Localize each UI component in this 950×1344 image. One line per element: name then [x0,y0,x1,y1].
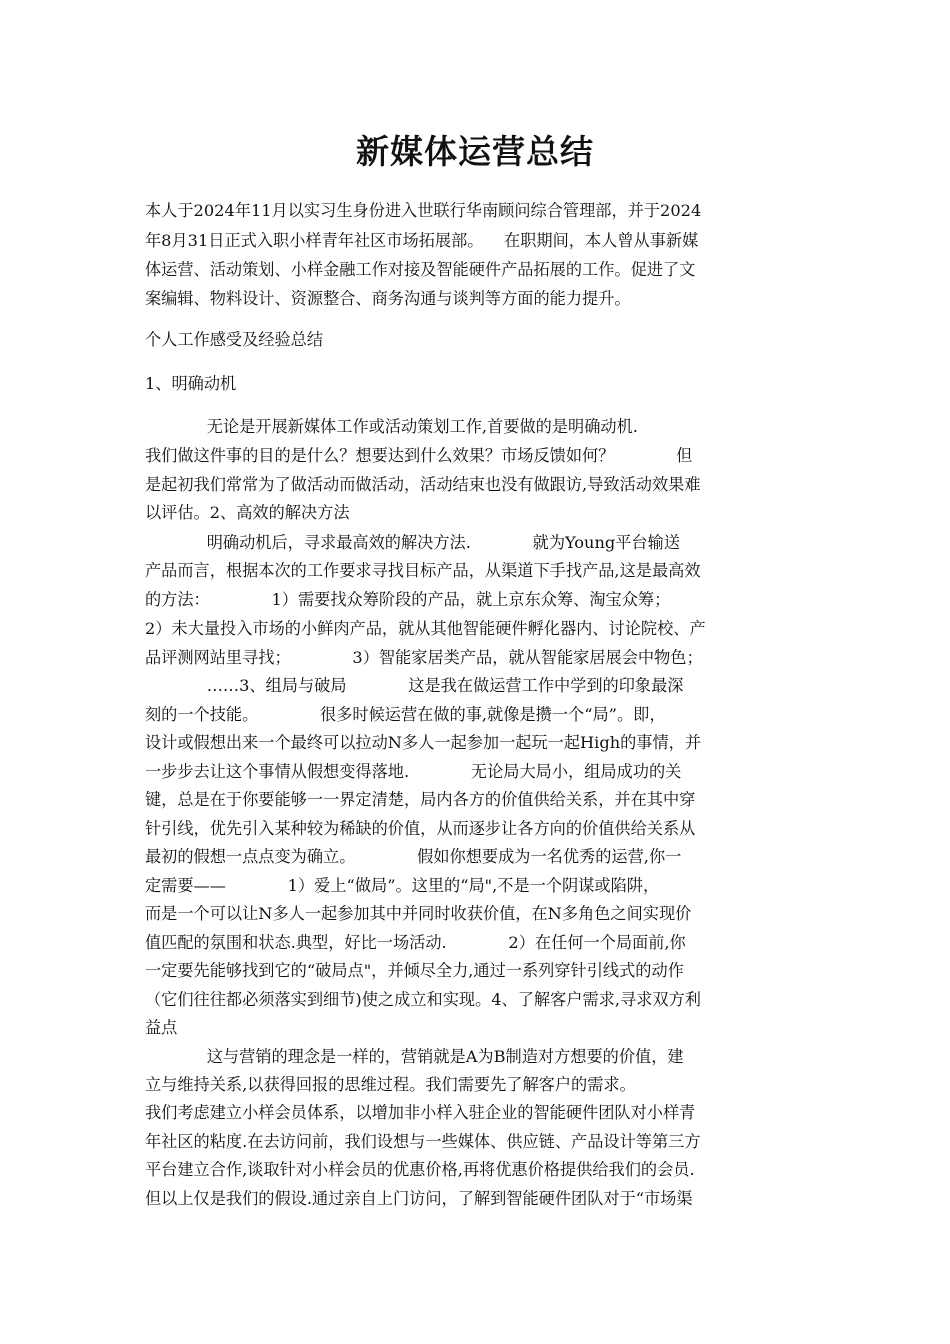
body-line: 平台建立合作,谈取针对小样会员的优惠价格,再将优惠价格提供给我们的会员. [145,1160,695,1179]
body-line: 产品而言，根据本次的工作要求寻找目标产品，从渠道下手找产品,这是最高效 [145,561,701,580]
body-line: 无论是开展新媒体工作或活动策划工作,首要做的是明确动机. [145,417,638,436]
body-line: 2）未大量投入市场的小鲜肉产品，就从其他智能硬件孵化器内、讨论院校、产 [145,619,706,638]
body-line: 益点 [145,1018,178,1037]
body-line: 值匹配的氛围和状态.典型，好比一场活动. 2）在任何一个局面前,你 [145,933,686,952]
body-line: 年社区的粘度.在去访问前，我们设想与一些媒体、供应链、产品设计等第三方 [145,1132,701,1151]
document-title: 新媒体运营总结 [356,132,594,171]
body-line: 品评测网站里寻找； 3）智能家居类产品，就从智能家居展会中物色； [145,648,703,667]
body-line: 本人于2024年11月以实习生身份进入世联行华南顾问综合管理部，并于2024 [145,201,702,220]
body-line: 这与营销的理念是一样的，营销就是A为B制造对方想要的价值，建 [145,1047,684,1066]
body-line: 年8月31日正式入职小样青年社区市场拓展部。 在职期间，本人曾从事新媒 [145,231,699,250]
body-line: 一步步去让这个事情从假想变得落地. 无论局大局小，组局成功的关 [145,762,682,781]
body-line: 而是一个可以让N多人一起参加其中并同时收获价值，在N多角色之间实现价 [145,904,692,923]
body-line: 立与维持关系,以获得回报的思维过程。我们需要先了解客户的需求。 [145,1075,636,1094]
body-line: 的方法： 1）需要找众筹阶段的产品，就上京东众筹、淘宝众筹； [145,590,671,609]
body-line: 我们考虑建立小样会员体系，以增加非小样入驻企业的智能硬件团队对小样青 [145,1103,696,1122]
body-line: 定需要—— 1）爱上“做局”。这里的“局",不是一个阴谋或陷阱， [145,876,660,895]
body-line: （它们往往都必须落实到细节)使之成立和实现。4、了解客户需求,寻求双方利 [145,990,701,1009]
body-line: 键，总是在于你要能够一一界定清楚，局内各方的价值供给关系，并在其中穿 [145,790,696,809]
body-line: 体运营、活动策划、小样金融工作对接及智能硬件产品拓展的工作。促进了文 [145,260,696,279]
body-line: 是起初我们常常为了做活动而做活动，活动结束也没有做跟访,导致活动效果难 [145,475,701,494]
body-line: ……3、组局与破局 这是我在做运营工作中学到的印象最深 [145,676,684,695]
body-line: 针引线，优先引入某种较为稀缺的价值，从而逐步让各方向的价值供给关系从 [145,819,696,838]
body-line: 但以上仅是我们的假设.通过亲自上门访问，了解到智能硬件团队对于“市场渠 [145,1189,693,1208]
body-line: 案编辑、物料设计、资源整合、商务沟通与谈判等方面的能力提升。 [145,289,631,308]
body-line: 我们做这件事的目的是什么？想要达到什么效果？市场反馈如何？ 但 [145,446,693,465]
body-line: 刻的一个技能。 很多时候运营在做的事,就像是攒一个“局”。即， [145,705,666,724]
body-line: 一定要先能够找到它的“破局点"，并倾尽全力,通过一系列穿针引线式的动作 [145,961,684,980]
body-line: 以评估。2、高效的解决方法 [145,503,350,522]
section-heading: 1、明确动机 [145,374,237,393]
body-line: 明确动机后，寻求最高效的解决方法. 就为Young平台输送 [145,533,680,552]
section-heading: 个人工作感受及经验总结 [145,330,324,349]
body-line: 设计或假想出来一个最终可以拉动N多人一起参加一起玩一起High的事情，并 [145,733,702,752]
body-line: 最初的假想一点点变为确立。 假如你想要成为一名优秀的运营,你一 [145,847,682,866]
